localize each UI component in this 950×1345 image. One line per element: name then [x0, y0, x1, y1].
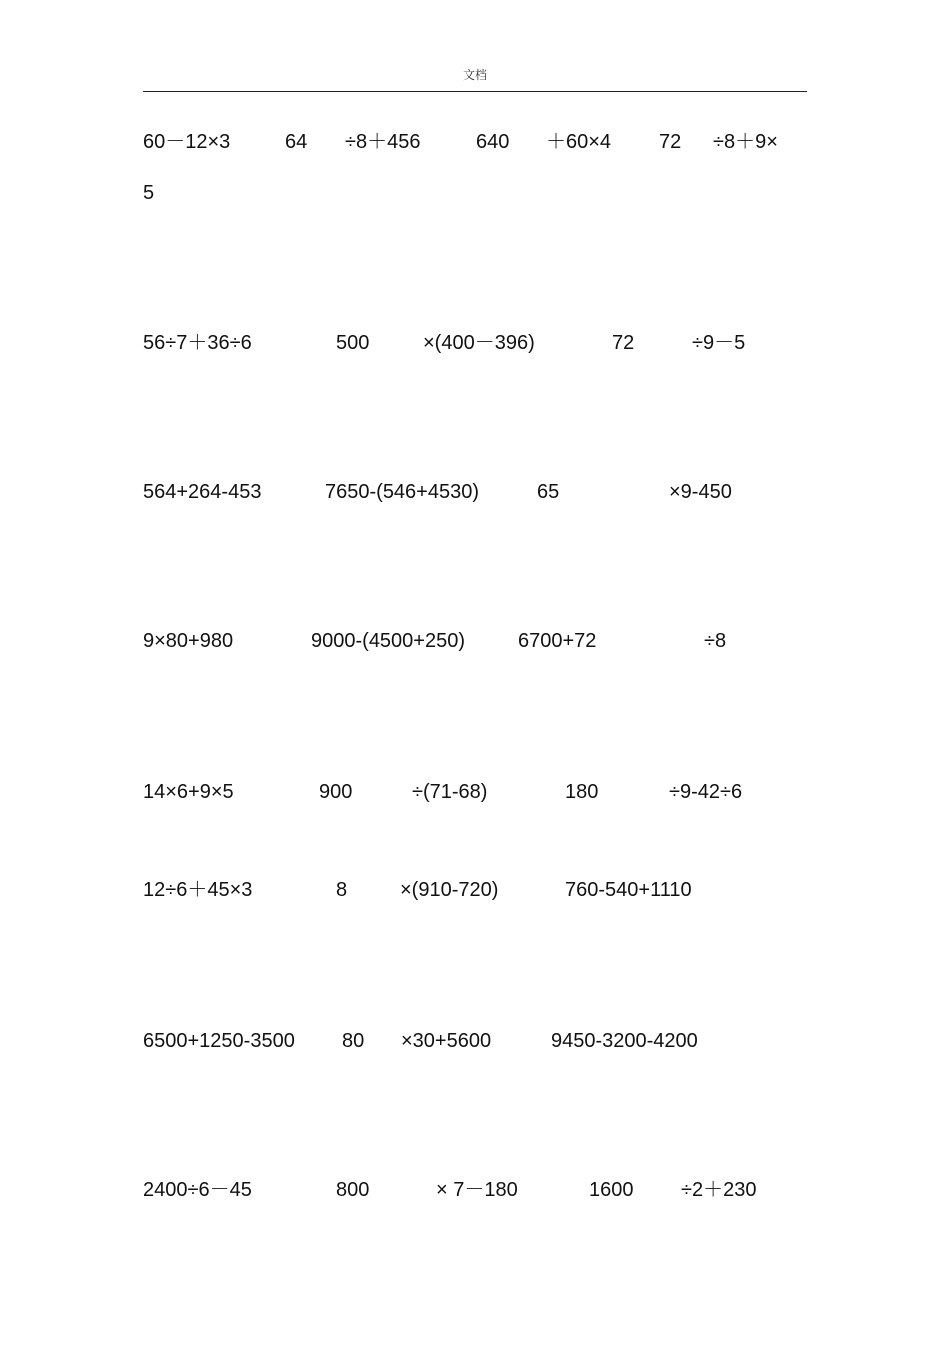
problem-text: 56÷7＋36÷6 — [143, 332, 252, 354]
problem-text: ＋60×4 — [546, 131, 612, 153]
problem-text: ÷2＋230 — [681, 1179, 757, 1201]
problem-text: 9000-(4500+250) — [311, 630, 466, 652]
problem-text: 180 — [565, 781, 599, 803]
problem-text: 64 — [285, 131, 308, 153]
page-header: 文档 — [462, 68, 487, 82]
problem-text: 6500+1250-3500 — [143, 1030, 295, 1052]
problem-text: ×30+5600 — [401, 1030, 492, 1052]
problem-text: 72 — [612, 332, 635, 354]
problem-text: 1600 — [589, 1179, 634, 1201]
problem-text: 60－12×3 — [143, 131, 231, 153]
problem-text: × 7－180 — [436, 1179, 518, 1201]
problem-text: 500 — [336, 332, 370, 354]
problem-text: ÷8＋9× — [713, 131, 778, 153]
problem-text: 14×6+9×5 — [143, 781, 234, 803]
problem-text: ×(400－396) — [423, 332, 535, 354]
problem-text: 7650-(546+4530) — [325, 481, 480, 503]
problem-text: 9450-3200-4200 — [551, 1030, 698, 1052]
problem-text: ×9-450 — [669, 481, 732, 503]
problem-text: 8 — [336, 879, 348, 901]
problem-text: ÷8 — [704, 630, 727, 652]
problem-text: 5 — [143, 182, 155, 204]
header-divider — [143, 91, 807, 92]
problem-text: ÷9-42÷6 — [669, 781, 743, 803]
problem-text: 9×80+980 — [143, 630, 234, 652]
problem-text: 80 — [342, 1030, 365, 1052]
problem-text: 72 — [659, 131, 682, 153]
problem-text: 900 — [319, 781, 353, 803]
problem-text: 800 — [336, 1179, 370, 1201]
problem-text: ÷9－5 — [692, 332, 746, 354]
problem-text: 6700+72 — [518, 630, 597, 652]
problem-text: 564+264-453 — [143, 481, 262, 503]
problem-text: 12÷6＋45×3 — [143, 879, 253, 901]
problem-text: 65 — [537, 481, 560, 503]
problem-text: ÷8＋456 — [345, 131, 421, 153]
problem-text: ÷(71-68) — [412, 781, 488, 803]
problem-text: ×(910-720) — [400, 879, 499, 901]
problem-text: 760-540+1110 — [565, 879, 692, 901]
problem-text: 2400÷6－45 — [143, 1179, 252, 1201]
problem-text: 640 — [476, 131, 510, 153]
